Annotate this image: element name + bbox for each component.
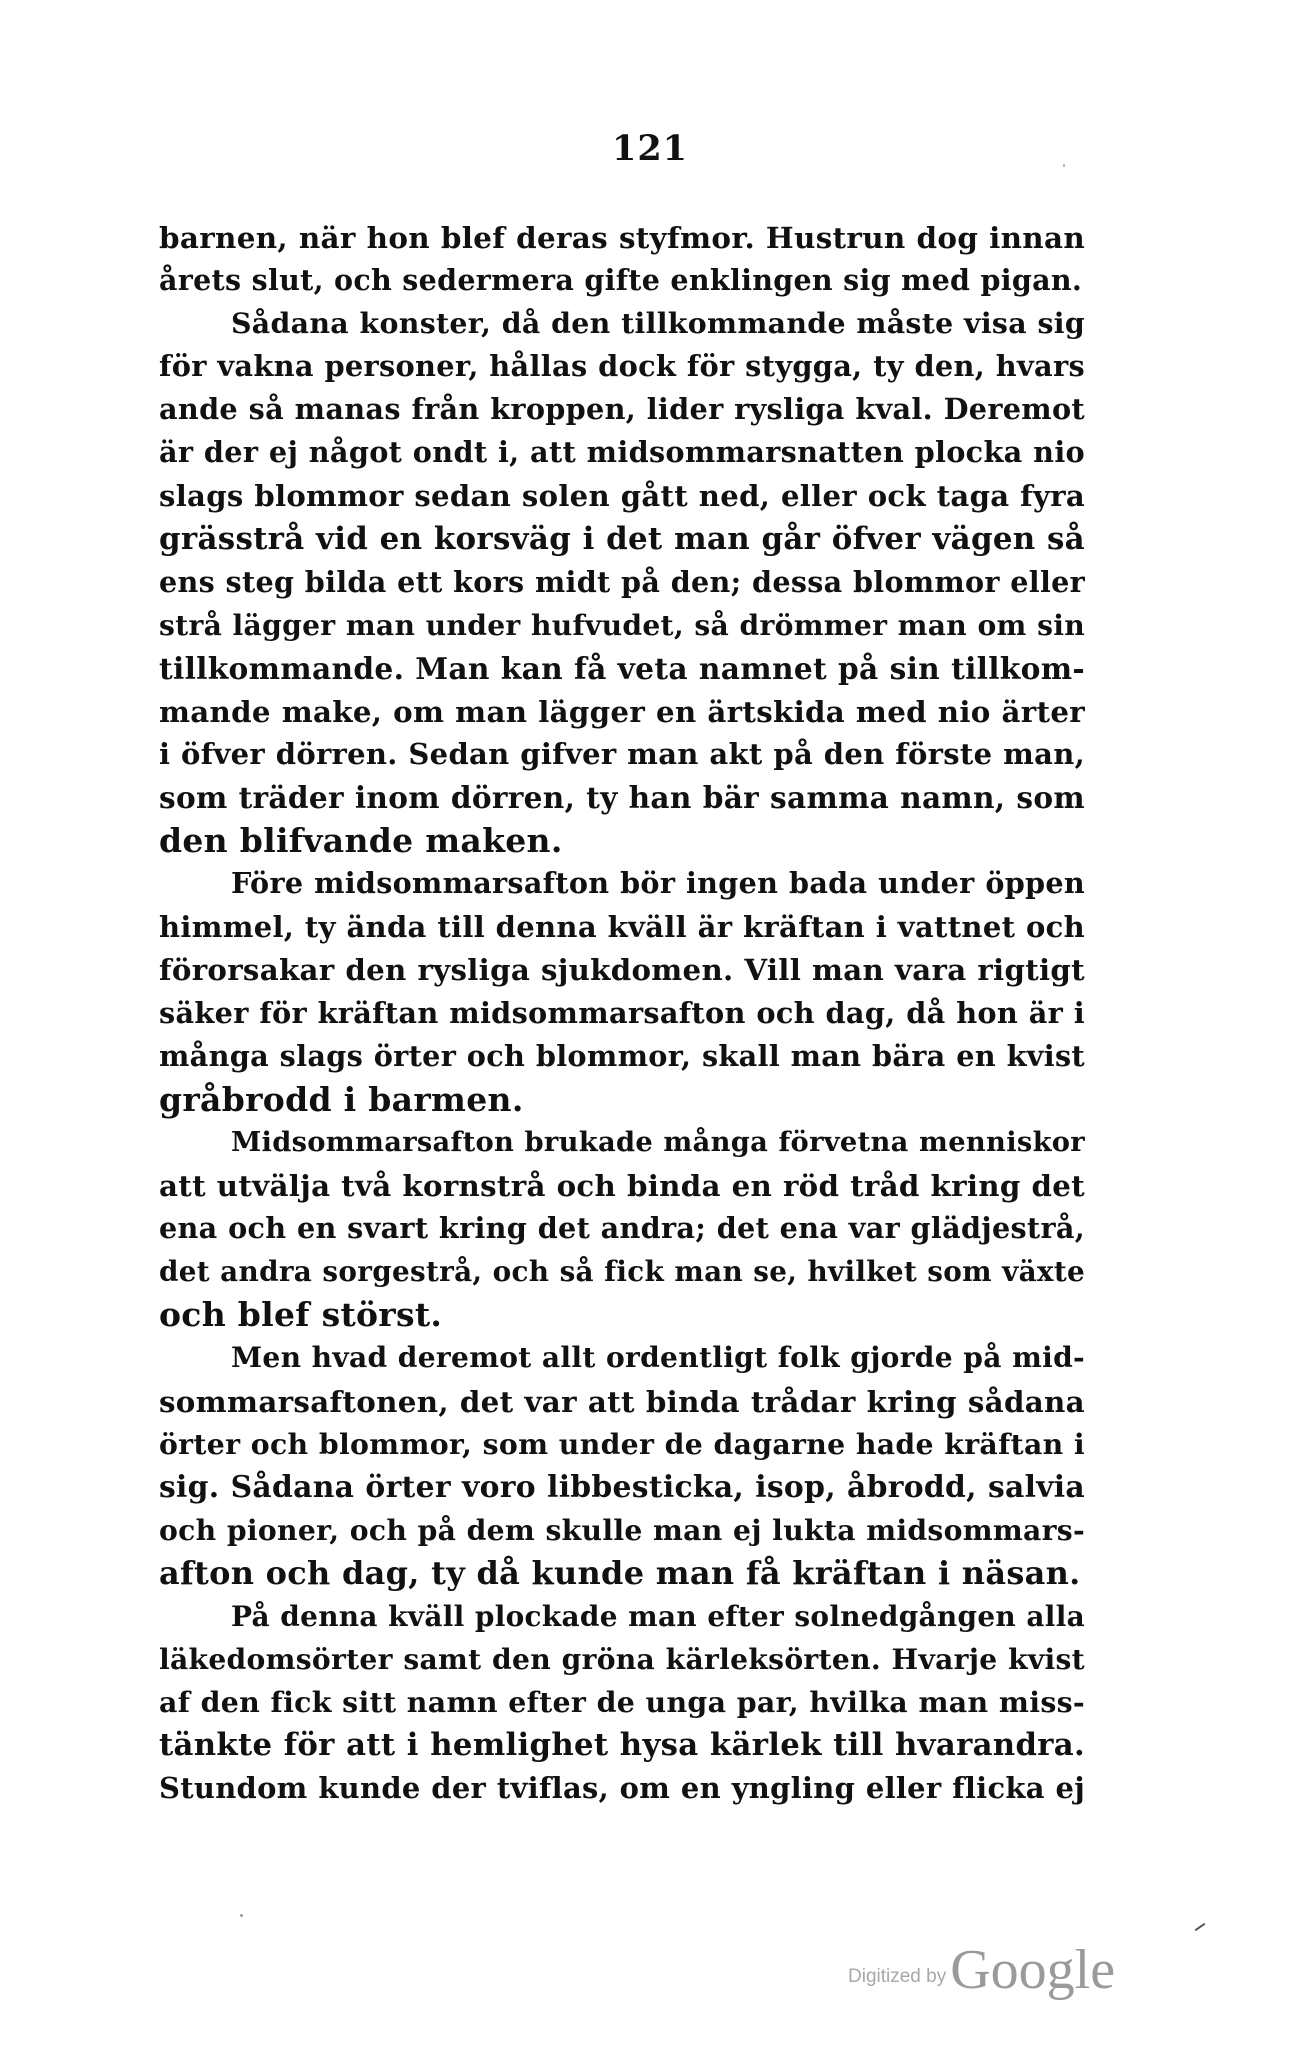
text-line: i öfver dörren. Sedan gifver man akt på den förste man,: [159, 737, 1085, 772]
text-line: ena och en svart kring det andra; det ena var glädjestrå,: [159, 1211, 1085, 1246]
text-line: himmel, ty ända till denna kväll är kräftan i vattnet och: [159, 909, 1085, 944]
text-line: Stundom kunde der tviflas, om en yngling eller flicka ej: [159, 1771, 1085, 1806]
text-line: gråbrodd i barmen.: [159, 1079, 524, 1119]
text-line: det andra sorgestrå, och så fick man se, hvilket som växte: [159, 1255, 1085, 1289]
text-line: som träder inom dörren, ty han bär samma namn, som: [159, 780, 1085, 816]
text-line: för vakna personer, hållas dock för stygga, ty den, hvars: [159, 349, 1085, 384]
text-line: Midsommarsafton brukade många förvetna menniskor: [231, 1125, 1085, 1158]
text-line: strå lägger man under hufvudet, så drömmer man om sin: [159, 608, 1085, 642]
text-line: af den fick sitt namn efter de unga par, hvilka man miss-: [159, 1685, 1085, 1720]
text-line: Sådana konster, då den tillkommande måste visa sig: [231, 306, 1085, 341]
text-line: Före midsommarsafton bör ingen bada under öppen: [231, 866, 1085, 901]
text-line: tillkommande. Man kan få veta namnet på sin tillkom-: [159, 650, 1085, 686]
text-line: På denna kväll plockade man efter solnedgången alla: [231, 1600, 1085, 1633]
text-line: och blef störst.: [159, 1295, 443, 1335]
page-number: 121: [611, 128, 689, 169]
text-line: säker för kräftan midsommarsafton och dag, då hon är i: [159, 995, 1085, 1030]
scan-speck: [1063, 164, 1065, 167]
scan-speck: [240, 1914, 243, 1917]
scan-speck: [1195, 1923, 1206, 1932]
text-line: barnen, när hon blef deras styfmor. Hustrun dog innan: [159, 220, 1085, 255]
text-line: örter och blommor, som under de dagarne hade kräftan i: [159, 1426, 1085, 1461]
text-line: ande så manas från kroppen, lider rysliga kval. Deremot: [159, 392, 1085, 427]
digitized-by-google-watermark: [848, 1938, 1115, 2002]
text-line: mande make, om man lägger en ärtskida med nio ärter: [159, 694, 1085, 730]
text-line: afton och dag, ty då kunde man få kräftan i näsan.: [159, 1553, 1081, 1592]
text-line: tänkte för att i hemlighet hysa kärlek till hvarandra.: [159, 1727, 1085, 1764]
text-line: och pioner, och på dem skulle man ej lukta midsommars-: [159, 1513, 1085, 1547]
text-line: sig. Sådana örter voro libbesticka, isop, åbrodd, salvia: [159, 1469, 1085, 1505]
text-line: förorsakar den rysliga sjukdomen. Vill man vara rigtigt: [159, 952, 1085, 987]
text-line: slags blommor sedan solen gått ned, eller ock taga fyra: [159, 478, 1085, 513]
text-line: grässtrå vid en korsväg i det man går öfver vägen så: [159, 520, 1085, 557]
text-line: många slags örter och blommor, skall man bära en kvist: [159, 1038, 1085, 1073]
text-line: årets slut, och sedermera gifte enklingen sig med pigan.: [159, 263, 1083, 298]
text-line: sommarsaftonen, det var att binda trådar kring sådana: [159, 1383, 1085, 1419]
text-line: läkedomsörter samt den gröna kärleksörten. Hvarje kvist: [159, 1643, 1085, 1677]
watermark-prefix: Digitized by: [848, 1966, 947, 1987]
text-line: den blifvande maken.: [159, 821, 563, 861]
text-line: är der ej något ondt i, att midsommarsnatten plocka nio: [159, 435, 1085, 470]
text-line: ens steg bilda ett kors midt på den; dessa blommor eller: [159, 564, 1085, 599]
text-line: Men hvad deremot allt ordentligt folk gjorde på mid-: [231, 1341, 1085, 1375]
text-line: att utvälja två kornstrå och binda en röd tråd kring det: [159, 1168, 1085, 1204]
google-logo-text: Google: [950, 1939, 1116, 2001]
body-text: [159, 216, 1085, 1810]
